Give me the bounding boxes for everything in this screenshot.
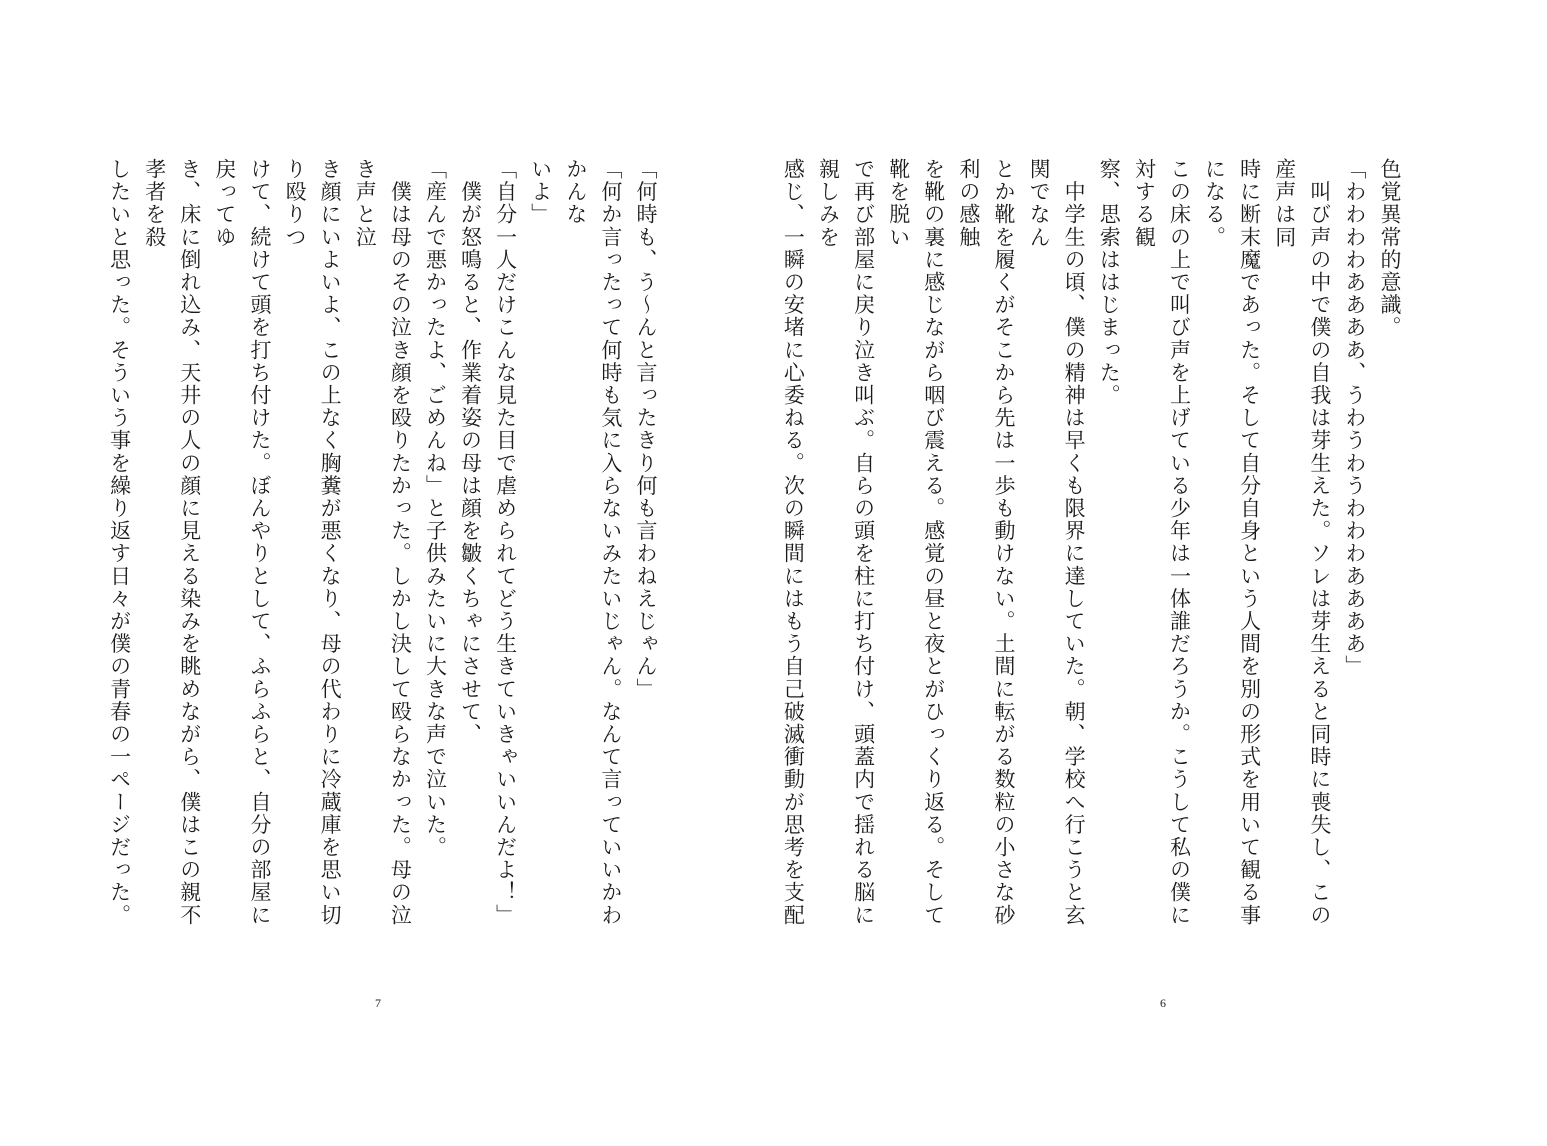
body-line: 「自分一人だけこんな見た目で虐められてどう生きていきゃいいんだよ！」 (493, 158, 518, 927)
body-line: 僕は母のその泣き顔を殴りたかった。しかし決して殴らなかった。母の泣き声と泣 (353, 158, 413, 927)
body-line: 僕が怒鳴ると、作業着姿の母は顔を皺くちゃにさせて、 (458, 158, 483, 746)
left-page-body (103, 158, 663, 938)
left-page (0, 0, 773, 1146)
body-line: 色覚異常的意識。 (1378, 158, 1402, 339)
body-line: 「何か言ったって何時も気に入らないみたいじゃん。なんて言っていいかわかんな (563, 158, 623, 927)
body-line: いよ」 (528, 158, 553, 226)
body-line: 察、思索ははじまった。 (1097, 158, 1122, 407)
body-line: 叫び声の中で僕の自我は芽生えた。ソレは芽生えると同時に喪失し、この産声は同 (1272, 158, 1332, 927)
body-line: で再び部屋に戻り泣き叫ぶ。自らの頭を柱に打ち付け、頭蓋内で揺れる脳に親しみを (816, 158, 876, 927)
body-line: とか靴を履くがそこから先は一歩も動けない。土間に転がる数粒の小さな砂利の感触 (956, 158, 1016, 927)
body-line: 「わわわわああああ、うわうわうわわわああああ」 (1342, 158, 1367, 678)
right-page-body (777, 158, 1407, 938)
body-line: この床の上で叫び声を上げている少年は一体誰だろうか。こうして私の僕に対する観 (1132, 158, 1192, 927)
page-number: 7 (375, 996, 381, 1010)
body-line: き顔にいよいよ、この上なく胸糞が悪くなり、母の代わりに冷蔵庫を思い切り殴りつ (283, 158, 343, 927)
right-page (773, 0, 1547, 1146)
body-line: 中学生の頃、僕の精神は早くも限界に達していた。朝、学校へ行こうと玄関でなん (1027, 158, 1087, 927)
body-line: 「産んで悪かったよ、ごめんね」と子供みたいに大きな声で泣いた。 (423, 158, 448, 859)
body-line: けて、続けて頭を打ち付けた。ぼんやりとして、ふらふらと、自分の部屋に戻ってゆ (212, 158, 272, 927)
body-line: を靴の裏に感じながら咽び震える。感覚の昼と夜とがひっくり返る。そして靴を脱い (886, 158, 946, 927)
page-number: 6 (1160, 996, 1166, 1010)
body-line: き、床に倒れ込み、天井の人の顔に見える染みを眺めながら、僕はこの親不孝者を殺 (142, 158, 202, 927)
body-line: 時に断末魔であった。そして自分自身という人間を別の形式を用いて観る事になる。 (1202, 158, 1262, 927)
body-line: 感じ、一瞬の安堵に心委ねる。次の瞬間にはもう自己破滅衝動が思考を支配 (781, 158, 806, 927)
body-line: したいと思った。そういう事を繰り返す日々が僕の青春の一ページだった。 (107, 158, 132, 927)
body-line: 「何時も、う〜んと言ったきり何も言わねえじゃん」 (634, 158, 658, 701)
